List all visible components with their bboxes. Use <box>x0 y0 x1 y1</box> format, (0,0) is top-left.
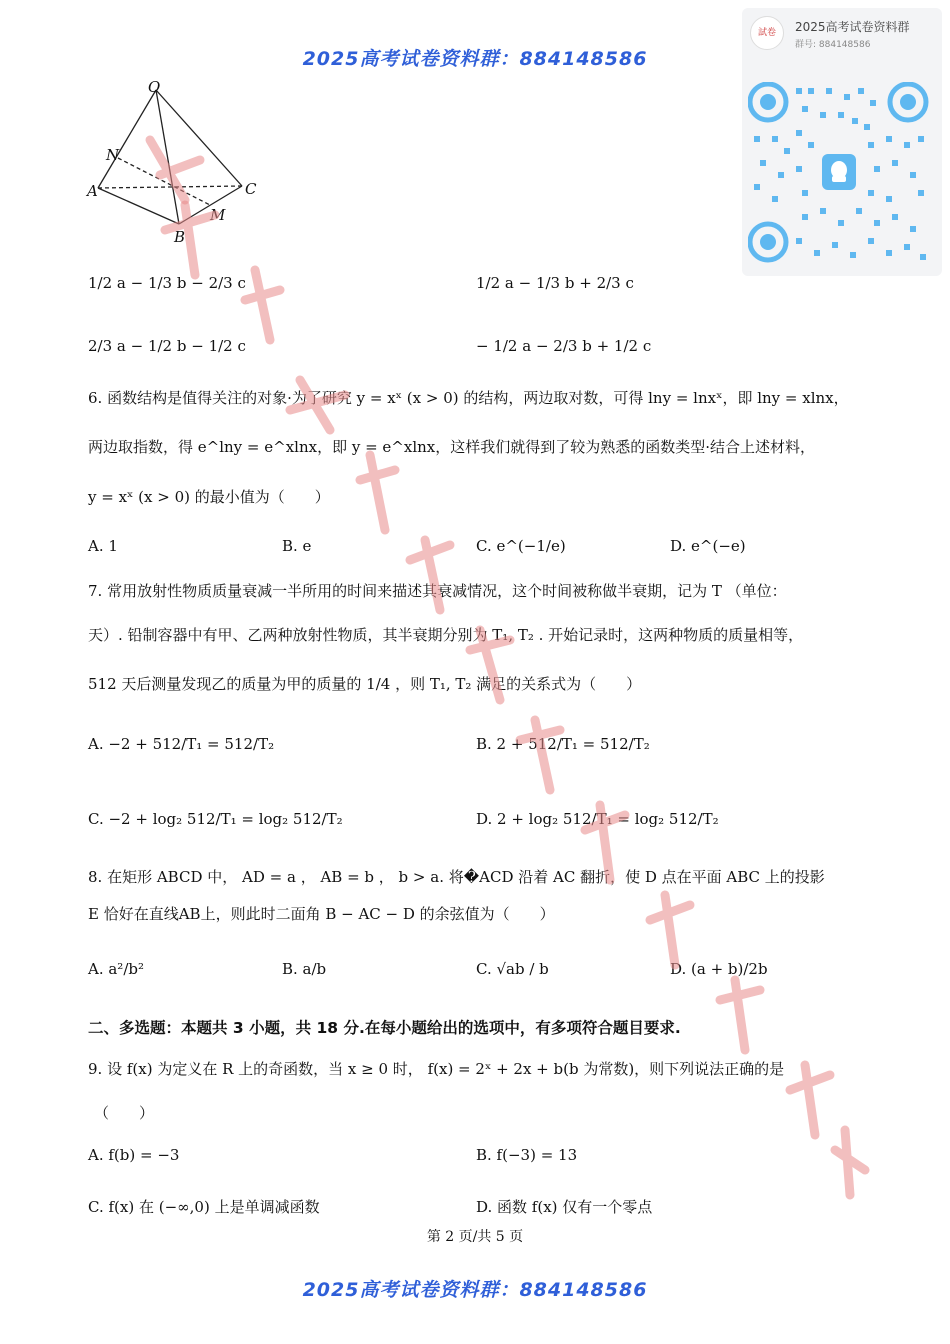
group-logo-icon <box>750 16 784 50</box>
figure-label-m: M <box>210 206 226 224</box>
q9-option-c: C. f(x) 在 (−∞,0) 上是单调减函数 <box>88 1198 320 1216</box>
q7-option-d: D. 2 + log₂ 512/T₁ = log₂ 512/T₂ <box>476 810 719 828</box>
q9-option-d: D. 函数 f(x) 仅有一个零点 <box>476 1198 653 1216</box>
q7-line-1: 7. 常用放射性物质质量衰减一半所用的时间来描述其衰减情况，这个时间被称做半衰期，记为 T （单位： <box>88 582 787 600</box>
q7-line-2: 天）. 铅制容器中有甲、乙两种放射性物质，其半衰期分别为 T₁, T₂ . 开始记录时，这两种物质的质量相等， <box>88 626 804 644</box>
q6-option-c: C. e^(−1/e) <box>476 537 566 555</box>
q8-option-d: D. (a + b)/2b <box>670 960 768 978</box>
q5-option-c: 2/3 a − 1/2 b − 1/2 c <box>88 337 246 355</box>
q7-option-b: B. 2 + 512/T₁ = 512/T₂ <box>476 735 650 753</box>
q5-option-b: 1/2 a − 1/3 b + 2/3 c <box>476 274 634 292</box>
q8-option-a: A. a²/b² <box>88 960 144 978</box>
q9-option-a: A. f(b) = −3 <box>88 1146 180 1164</box>
q9-option-b: B. f(−3) = 13 <box>476 1146 578 1164</box>
q7-option-c: C. −2 + log₂ 512/T₁ = log₂ 512/T₂ <box>88 810 343 828</box>
q9-line-2: （ ） <box>94 1104 155 1122</box>
q6-option-b: B. e <box>282 537 312 555</box>
figure-label-b: B <box>174 228 186 246</box>
logo-text: 試卷 <box>757 28 776 38</box>
qr-code-icon <box>748 82 930 264</box>
header-group-text: 2025高考试卷资料群：884148586 <box>302 48 648 70</box>
q6-line-1: 6. 函数结构是值得关注的对象·为了研究 y = xˣ (x > 0) 的结构，两边取对数，可得 lny = lnxˣ，即 lny = xlnx， <box>88 389 849 407</box>
q6-line-3: y = xˣ (x > 0) 的最小值为（ ） <box>88 488 330 506</box>
q6-option-d: D. e^(−e) <box>670 537 746 555</box>
qr-subtitle: 群号: 884148586 <box>795 40 871 50</box>
q6-line-2: 两边取指数，得 e^lny = e^xlnx，即 y = e^xlnx，这样我们就得到了较为熟悉的函数类型·结合上述材料， <box>88 438 816 456</box>
q9-line-1: 9. 设 f(x) 为定义在 R 上的奇函数，当 x ≥ 0 时， f(x) = 2ˣ + 2x + b(b 为常数)，则下列说法正确的是 <box>88 1060 785 1078</box>
q5-option-d: − 1/2 a − 2/3 b + 1/2 c <box>476 337 652 355</box>
figure-label-a: A <box>87 182 98 200</box>
q8-line-2: E 恰好在直线AB上，则此时二面角 B − AC − D 的余弦值为（ ） <box>88 905 555 923</box>
q8-line-1: 8. 在矩形 ABCD 中， AD = a ， AB = b ， b > a. 将�ACD 沿着 AC 翻折，使 D 点在平面 ABC 上的投影 <box>88 868 825 886</box>
tetrahedron-figure <box>84 76 264 246</box>
q8-option-b: B. a/b <box>282 960 327 978</box>
q5-option-a: 1/2 a − 1/3 b − 2/3 c <box>88 274 246 292</box>
footer-group-text: 2025高考试卷资料群：884148586 <box>302 1279 648 1301</box>
section-2-heading: 二、多选题：本题共 3 小题，共 18 分.在每小题给出的选项中，有多项符合题目要求. <box>88 1019 681 1037</box>
figure-label-n: N <box>106 146 120 164</box>
q7-option-a: A. −2 + 512/T₁ = 512/T₂ <box>88 735 275 753</box>
page-number: 第 2 页/共 5 页 <box>426 1229 524 1245</box>
q6-option-a: A. 1 <box>88 537 118 555</box>
figure-label-o: O <box>148 78 161 96</box>
figure-label-c: C <box>245 180 257 198</box>
q8-option-c: C. √ab / b <box>476 960 549 978</box>
q7-line-3: 512 天后测量发现乙的质量为甲的质量的 1/4 ，则 T₁, T₂ 满足的关系式为（ ） <box>88 675 642 693</box>
qr-title: 2025高考试卷资料群 <box>795 20 910 34</box>
